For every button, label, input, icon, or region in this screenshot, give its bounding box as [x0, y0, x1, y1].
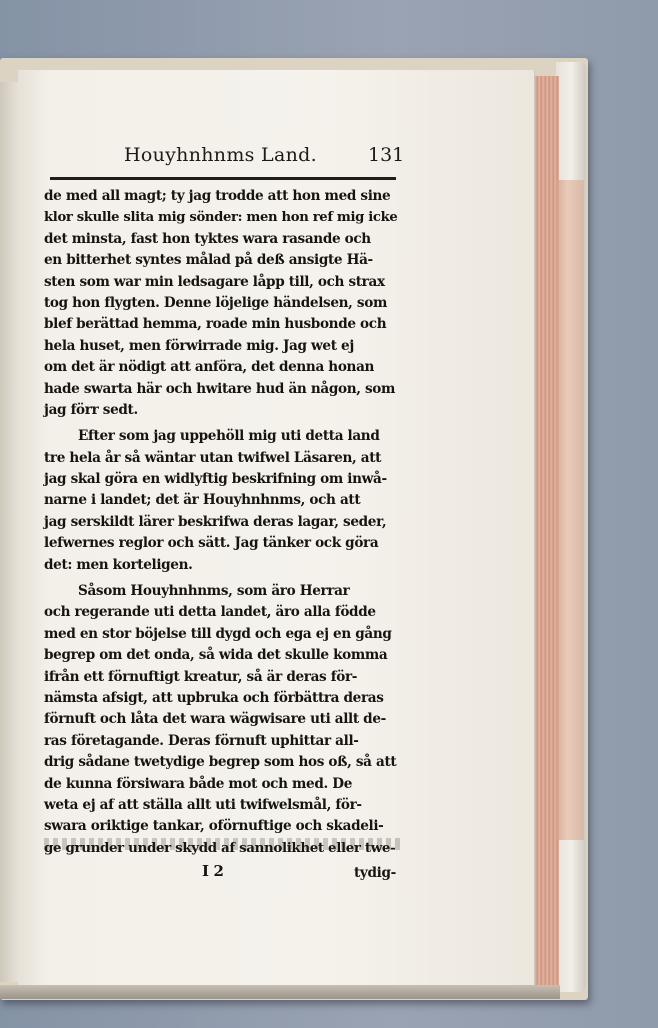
text-line: hela huset, men förwirrade mig. Jag wet ej [44, 337, 354, 354]
ink-bleed [44, 838, 400, 850]
text-line: narne i landet; det är Houyhnhnms, och att [44, 492, 361, 509]
text-line: de med all magt; ty jag trodde att hon med sine [44, 188, 391, 204]
text-line: och regerande uti detta landet, äro alla födde [44, 604, 376, 621]
text-line: drig sådane twetydige begrep som hos oß, så att [44, 754, 397, 771]
text-line: om det är nödigt att anföra, det denna honan [44, 359, 375, 376]
text-line: jag skal göra en widlyftig beskrifning om inwå- [44, 471, 387, 488]
page-edges-stain [556, 180, 584, 840]
running-head-title: Houyhnhnms Land. [124, 144, 317, 166]
text-line: swara oriktige tankar, oförnuftige och skadeli- [44, 818, 384, 835]
text-line: blef berättad hemma, roade min husbonde och [44, 316, 387, 333]
catchword: tydig- [354, 865, 396, 882]
text-line: sten som war min ledsagare låpp till, och strax [44, 273, 385, 290]
text-line: weta ej af att ställa allt uti twifwelsmål, för- [44, 796, 362, 813]
text-line: lefwernes reglor och sätt. Jag tänker ock göra [44, 535, 379, 552]
text-line: ras företagande. Deras förnuft uphittar all- [44, 732, 359, 749]
text-line: hade swarta här och hwitare hud än någon, som [44, 380, 396, 397]
footer-row [44, 861, 400, 885]
text-line: Såsom Houyhnhnms, som äro Herrar [78, 583, 350, 600]
text-line: ifrån ett förnuftigt kreatur, så är deras för- [44, 668, 358, 685]
text-line: det: men korteligen. [44, 556, 193, 573]
signature-mark: I 2 [202, 862, 224, 881]
text-line: Efter som jag uppehöll mig uti detta land [78, 428, 380, 445]
body-text [44, 186, 400, 885]
text-line: det minsta, fast hon tyktes wara rasande och [44, 230, 371, 247]
text-line: en bitterhet syntes målad på deß ansigte Hä- [44, 252, 373, 269]
text-line: begrep om det onda, så wida det skulle komma [44, 647, 388, 664]
text-line: tre hela år så wäntar utan twifwel Läsaren, att [44, 449, 382, 466]
text-line: klor skulle slita mig sönder: men hon ref mig icke [44, 210, 398, 226]
text-line: tog hon flygten. Denne löjelige händelsen, som [44, 294, 387, 311]
page-number: 131 [368, 144, 405, 166]
text-line: jag förr sedt. [44, 401, 138, 418]
bottom-edge [0, 985, 560, 999]
text-line: förnuft och låta det wara wägwisare uti allt de- [44, 711, 386, 728]
gutter [0, 82, 20, 982]
text-line: ge grunder under skydd af sannolikhet eller twe- [44, 839, 396, 856]
text-line: med en stor böjelse till dygd och ega ej en gång [44, 625, 392, 642]
page-edges [532, 76, 559, 986]
text-line: de kunna försiwara både mot och med. De [44, 775, 353, 792]
head-rule [50, 177, 396, 180]
running-head [48, 144, 405, 174]
text-line: nämsta afsigt, att upbruka och förbättra deras [44, 689, 384, 706]
text-line: jag serskildt lärer beskrifwa deras lagar, seder, [44, 513, 387, 530]
